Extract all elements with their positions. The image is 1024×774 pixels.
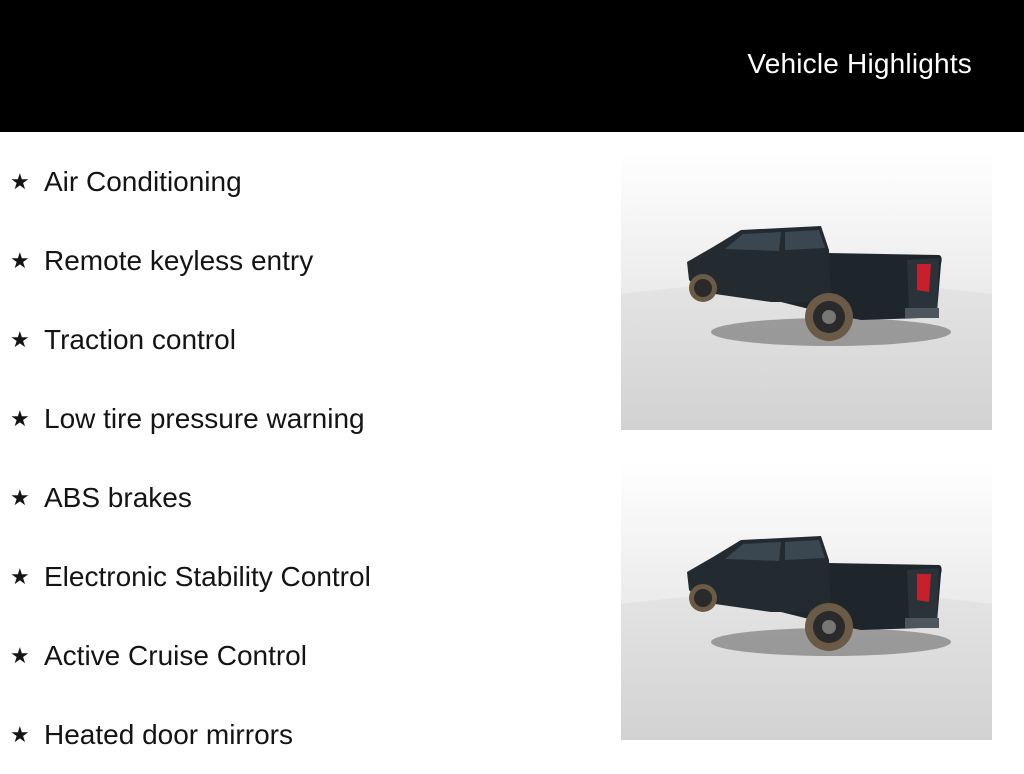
feature-item [10,142,590,221]
feature-item [10,379,590,458]
feature-item [10,616,590,695]
header-bar [0,0,1024,132]
pickup-truck-image [621,462,992,740]
feature-list [10,142,590,774]
feature-item [10,695,590,774]
feature-item [10,300,590,379]
feature-label: Low tire pressure warning [44,402,365,434]
star-icon: ★ [10,405,30,431]
star-icon: ★ [10,721,30,747]
feature-label: Remote keyless entry [44,244,314,276]
vehicle-photo-2 [621,462,992,740]
feature-item [10,458,590,537]
feature-label: Air Conditioning [44,165,242,197]
pickup-truck-image [621,152,992,430]
star-icon: ★ [10,484,30,510]
feature-label: ABS brakes [44,481,192,513]
star-icon: ★ [10,326,30,352]
star-icon: ★ [10,247,30,273]
feature-label: Active Cruise Control [44,639,307,671]
feature-item [10,537,590,616]
star-icon: ★ [10,168,30,194]
page-title: Vehicle Highlights [747,48,972,79]
feature-label: Electronic Stability Control [44,560,371,592]
star-icon: ★ [10,563,30,589]
star-icon: ★ [10,642,30,668]
feature-item [10,221,590,300]
vehicle-photo-1 [621,152,992,430]
feature-label: Traction control [44,323,236,355]
feature-label: Heated door mirrors [44,718,293,750]
